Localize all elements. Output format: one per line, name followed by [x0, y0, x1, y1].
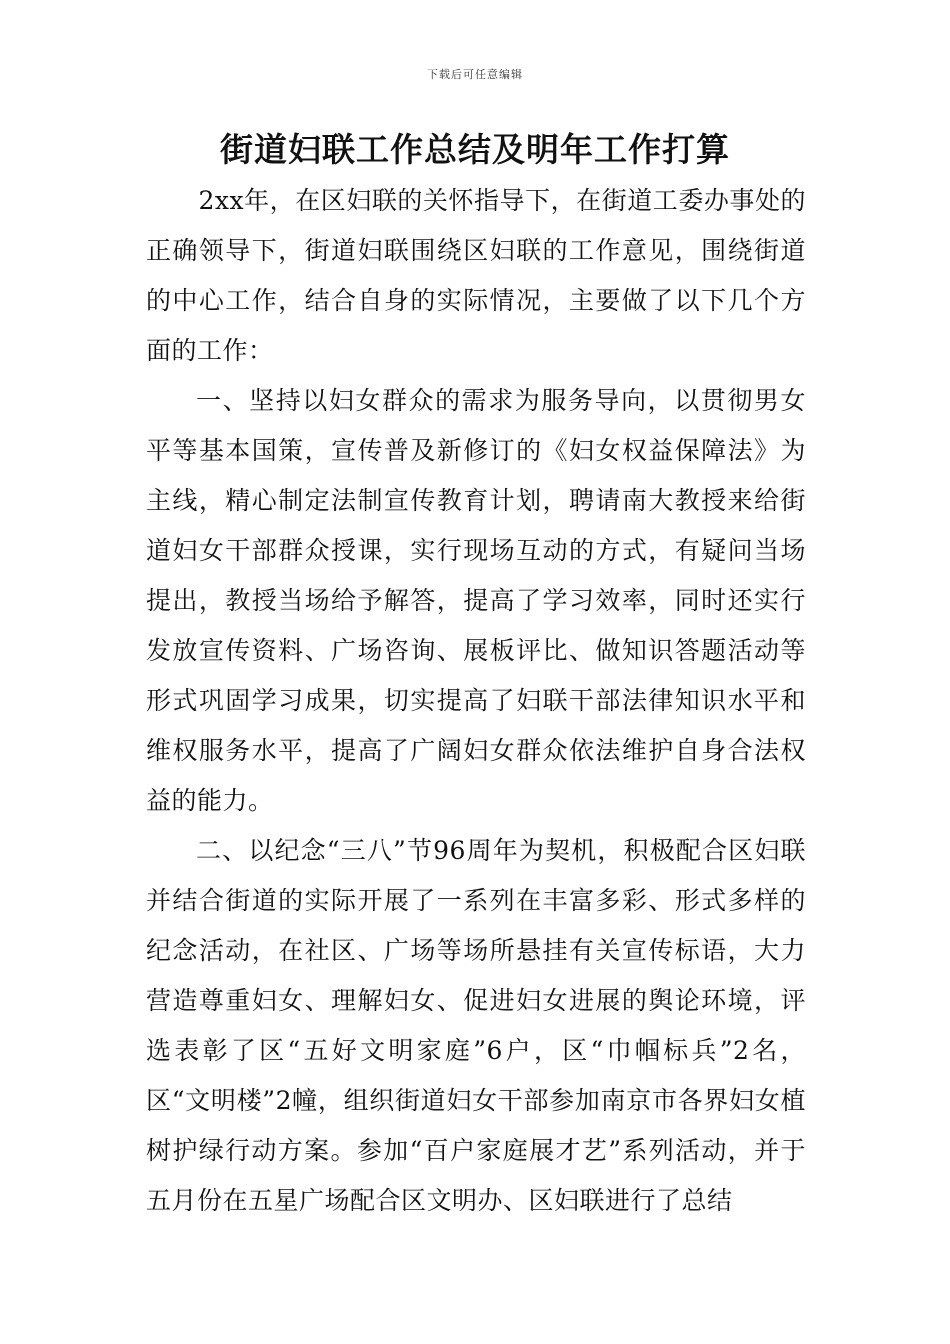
paragraph-intro: 2xx年，在区妇联的关怀指导下，在街道工委办事处的正确领导下，街道妇联围绕区妇联的工作意见，围绕街道的中心工作，结合自身的实际情况，主要做了以下几个方面的工作： — [146, 186, 806, 365]
header-note: 下载后可任意编辑 — [427, 68, 523, 81]
paragraph-section-1: 一、坚持以妇女群众的需求为服务导向，以贯彻男女平等基本国策，宣传普及新修订的《妇女权益保障法》为主线，精心制定法制宣传教育计划，聘请南大教授来给街道妇女干部群众授课，实行现场互动的方式，有疑问当场提出，教授当场给予解答，提高了学习效率，同时还实行发放宣传资料、广场咨询、展板评比、做知识答题活动等形式巩固学习成果，切实提高了妇联干部法律知识水平和维权服务水平，提高了广阔妇女群众依法维护自身合法权益的能力。 — [146, 386, 806, 815]
paragraph-section-2: 二、以纪念“三八”节96周年为契机，积极配合区妇联并结合街道的实际开展了一系列在丰富多彩、形式多样的纪念活动，在社区、广场等场所悬挂有关宣传标语，大力营造尊重妇女、理解妇女、促进妇女进展的舆论环境，评选表彰了区“五好文明家庭”6户，区“巾帼标兵”2名，区“文明楼”2幢，组织街道妇女干部参加南京市各界妇女植树护绿行动方案。参加“百户家庭展才艺”系列活动，并于五月份在五星广场配合区文明办、区妇联进行了总结 — [146, 836, 806, 1215]
document-title: 街道妇联工作总结及明年工作打算 — [220, 130, 730, 169]
document-body — [146, 176, 806, 1226]
